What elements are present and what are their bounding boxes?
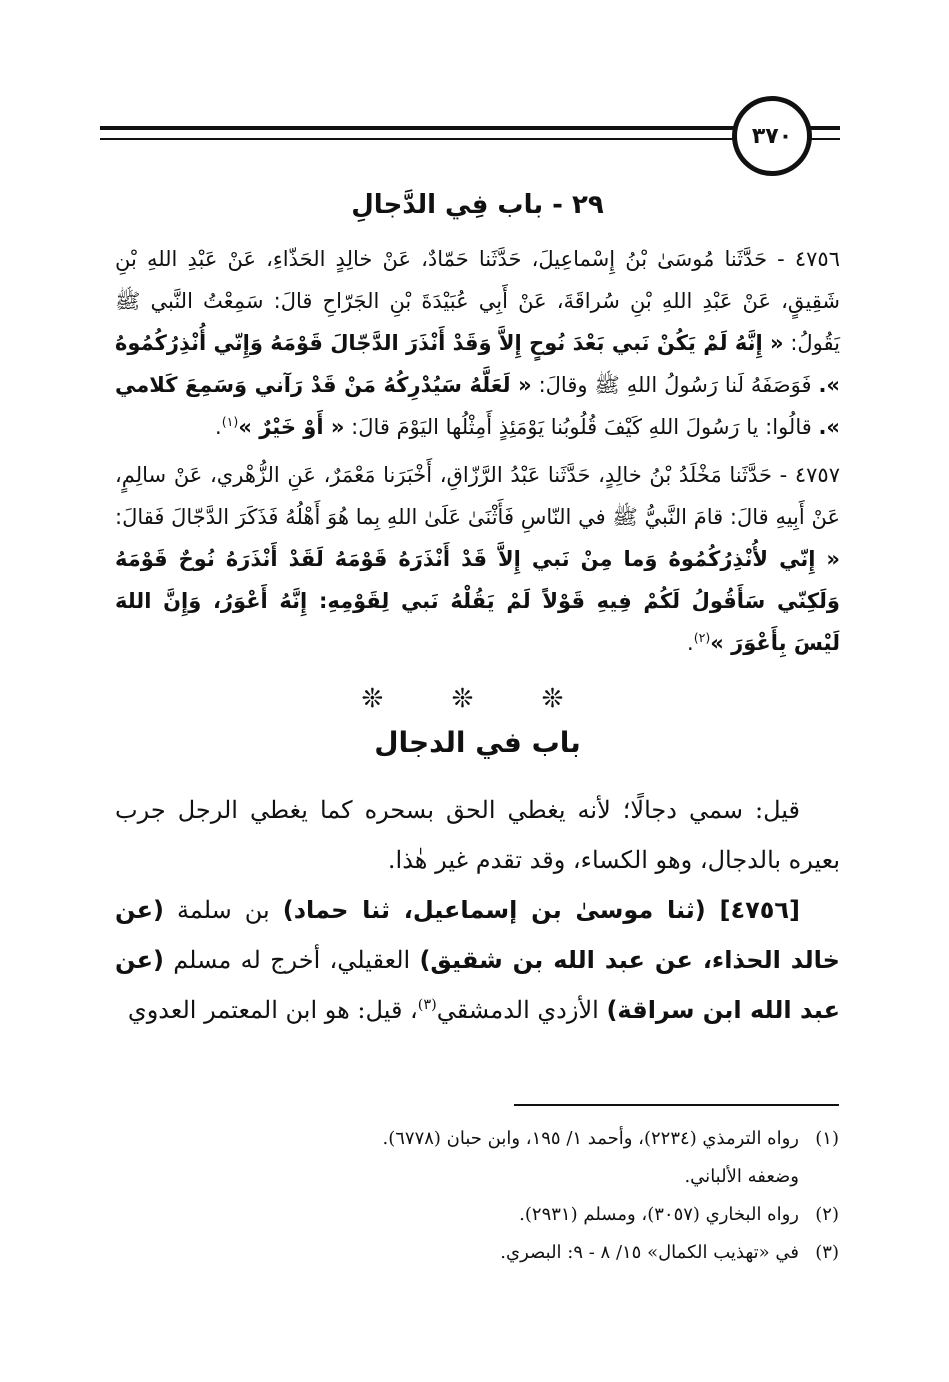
hadith-4756: ٤٧٥٦ - حَدَّثَنا مُوسَىٰ بْنُ إِسْماعِيلَ، حَدَّثَنا حَمّادٌ، عَنْ خالِدٍ الحَذّاءِ، عَنْ عَبْدِ اللهِ بْنِ شَقِيقٍ، عَنْ عَبْدِ اللهِ بْنِ سُراقَةَ، عَنْ أَبِي عُبَيْدَةَ بْنِ الجَرّاحِ قالَ: سَمِعْتُ النَّبي ﷺ يَقُولُ: « إِنَّهُ لَمْ يَكُنْ نَبي بَعْدَ نُوحٍ إِلاَّ وَقَدْ أَنْذَرَ الدَّجّالَ قَوْمَهُ وَإِنّي أُنْذِرُكُمُوهُ ». فَوَصَفَهُ لَنا رَسُولُ اللهِ ﷺ وقالَ: « لَعَلَّهُ سَيُدْرِكُهُ مَنْ قَدْ رَآني وَسَمِعَ كَلامي ». قالُوا: يا رَسُولَ اللهِ كَيْفَ قُلُوبُنا يَوْمَئِذٍ أَمِثْلُها اليَوْمَ قالَ: « أَوْ خَيْرٌ »$^{(١)}$. [115, 247, 840, 439]
page-number: ٣٧٠ [732, 96, 812, 176]
sharh-title: باب في الدجال [374, 726, 581, 759]
footnote-number: (١) [815, 1128, 839, 1149]
page-header [100, 96, 840, 176]
sharh-bold-2: (عن خالد الحذاء، عن عبد الله بن شقيق) [115, 896, 840, 974]
hadith-4756-text-3: قالُوا: يا رَسُولَ اللهِ كَيْفَ قُلُوبُنا يَوْمَئِذٍ أَمِثْلُها اليَوْمَ قالَ: [351, 415, 812, 439]
footnote-number: (٣) [815, 1242, 839, 1263]
hadith-4756-matn-1: « إِنَّهُ لَمْ يَكُنْ نَبي بَعْدَ نُوحٍ إِلاَّ وَقَدْ أَنْذَرَ الدَّجّالَ قَوْمَهُ وَإِنّي أُنْذِرُكُمُوهُ ». [115, 331, 840, 397]
footnote-separator [514, 1104, 839, 1106]
header-rule-thick [100, 126, 740, 130]
footnote-2 [219, 1196, 839, 1234]
footnote-3 [219, 1234, 839, 1272]
hadith-4756-text-2: فَوَصَفَهُ لَنا رَسُولُ اللهِ ﷺ وقالَ: [538, 373, 812, 397]
footnote-ref-2: (٢) [693, 630, 711, 645]
sharh-paragraph-1: قيل: سمي دجالًا؛ لأنه يغطي الحق بسحره كما يغطي الرجل جرب بعيره بالدجال، وهو الكساء، وقد تقدم غير هٰذا. [115, 796, 840, 874]
hadith-4757-isnad: ٤٧٥٧ - حَدَّثَنا مَخْلَدُ بْنُ خالِدٍ، حَدَّثَنا عَبْدُ الرَّزّاقِ، أَخْبَرَنا مَعْمَرٌ، عَنِ الزُّهْري، عَنْ سالِمٍ، عَنْ أَبِيهِ قالَ: قامَ النَّبيُّ ﷺ في النّاسِ فَأَثْنَىٰ عَلَىٰ اللهِ بِما هُوَ أَهْلُهُ فَذَكَرَ الدَّجّالَ فَقالَ: [115, 463, 840, 529]
hadith-4756-matn-2: « لَعَلَّهُ سَيُدْرِكُهُ مَنْ قَدْ رَآني وَسَمِعَ كَلامي ». [115, 373, 840, 439]
sharh-text-1: بن سلمة [163, 896, 283, 924]
footnote-1 [219, 1120, 839, 1158]
footnote-text: رواه البخاري (٣٠٥٧)، ومسلم (٢٩٣١). [519, 1204, 799, 1225]
hadith-4756-matn-3: « أَوْ خَيْرٌ » [238, 415, 345, 439]
section-separator: ❊ ❊ ❊ [361, 684, 594, 714]
hadith-4757: ٤٧٥٧ - حَدَّثَنا مَخْلَدُ بْنُ خالِدٍ، حَدَّثَنا عَبْدُ الرَّزّاقِ، أَخْبَرَنا مَعْمَرٌ، عَنِ الزُّهْري، عَنْ سالِمٍ، عَنْ أَبِيهِ قالَ: قامَ النَّبيُّ ﷺ في النّاسِ فَأَثْنَىٰ عَلَىٰ اللهِ بِما هُوَ أَهْلُهُ فَذَكَرَ الدَّجّالَ فَقالَ: « إِنّي لأُنْذِرُكُمُوهُ وَما مِنْ نَبي إِلاَّ قَدْ أَنْذَرَهُ قَوْمَهُ لَقَدْ أَنْذَرَهُ نُوحٌ قَوْمَهُ وَلَكِنّي سَأَقُولُ لَكُمْ فِيهِ قَوْلاً لَمْ يَقُلْهُ نَبي لِقَوْمِهِ: إِنَّهُ أَعْوَرُ، وَإِنَّ اللهَ لَيْسَ بِأَعْوَرَ »$^{(٢)}$. [115, 463, 840, 655]
footnote-text: في «تهذيب الكمال» ١٥/ ٨ - ٩: البصري. [500, 1242, 799, 1263]
footnote-number: (٢) [815, 1204, 839, 1225]
page-content [115, 190, 840, 1035]
hadith-4756-isnad: ٤٧٥٦ - حَدَّثَنا مُوسَىٰ بْنُ إِسْماعِيلَ، حَدَّثَنا حَمّادٌ، عَنْ خالِدٍ الحَذّاءِ، عَنْ عَبْدِ اللهِ بْنِ شَقِيقٍ، عَنْ عَبْدِ اللهِ بْنِ سُراقَةَ، عَنْ أَبِي عُبَيْدَةَ بْنِ الجَرّاحِ قالَ: سَمِعْتُ النَّبي ﷺ يَقُولُ: [115, 247, 840, 355]
hadith-4757-matn: « إِنّي لأُنْذِرُكُمُوهُ وَما مِنْ نَبي إِلاَّ قَدْ أَنْذَرَهُ قَوْمَهُ لَقَدْ أَنْذَرَهُ نُوحٌ قَوْمَهُ وَلَكِنّي سَأَقُولُ لَكُمْ فِيهِ قَوْلاً لَمْ يَقُلْهُ نَبي لِقَوْمِهِ: إِنَّهُ أَعْوَرُ، وَإِنَّ اللهَ لَيْسَ بِأَعْوَرَ » [115, 547, 840, 655]
footnote-ref-1: (١) [221, 414, 239, 429]
footnotes [219, 1120, 839, 1272]
footnote-1-continuation: وضعفه الألباني. [684, 1166, 799, 1187]
sharh-bold-1: [٤٧٥٦] (ثنا موسىٰ بن إسماعيل، ثنا حماد) [282, 896, 800, 924]
sharh-paragraph-2 [115, 885, 840, 1035]
sharh-text-2: العقيلي، أخرج له مسلم [163, 946, 420, 974]
footnote-ref-3: (٣) [417, 997, 437, 1013]
sharh-text-4: ، قيل: هو ابن المعتمر العدوي [127, 996, 418, 1024]
chapter-title: ٢٩ - باب فِي الدَّجالِ [351, 190, 604, 220]
sharh-text-3: الأزدي الدمشقي [436, 996, 607, 1024]
footnote-text: رواه الترمذي (٢٢٣٤)، وأحمد ١/ ١٩٥، وابن حبان (٦٧٧٨). [382, 1128, 799, 1149]
header-rule-thin [100, 138, 740, 140]
sharh-bold-3: (عن عبد الله ابن سراقة) [115, 946, 840, 1024]
